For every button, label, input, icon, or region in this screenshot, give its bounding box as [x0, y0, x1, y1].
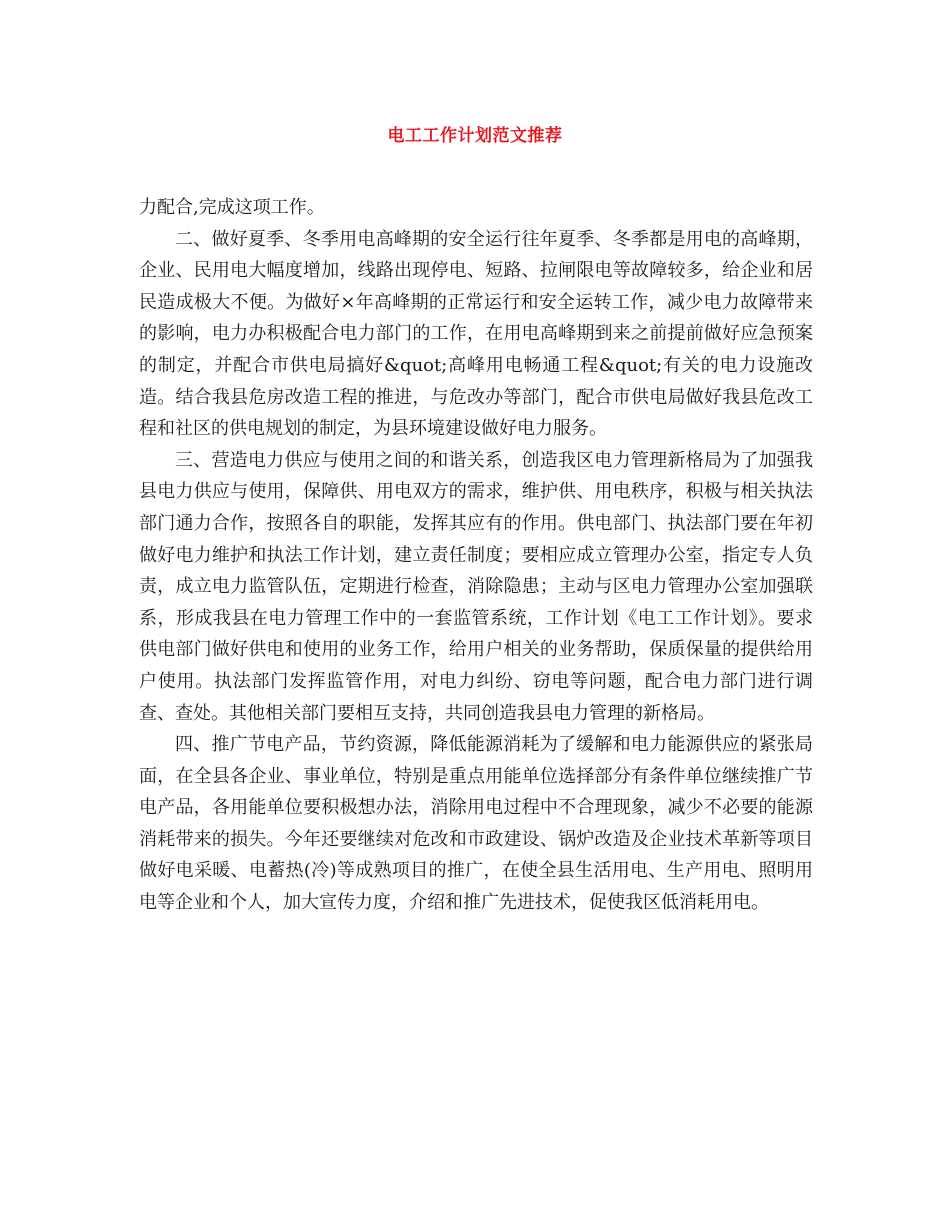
paragraph-section-3: 三、营造电力供应与使用之间的和谐关系，创造我区电力管理新格局为了加强我县电力供应与使用，保障供、用电双方的需求，维护供、用电秩序，积极与相关执法部门通力合作，按照各自的职能，发挥其应有的作用。供电部门、执法部门要在年初做好电力维护和执法工作计划，建立责任制度；要相应成立管理办公室，指定专人负责，成立电力监管队伍，定期进行检查，消除隐患；主动与区电力管理办公室加强联系，形成我县在电力管理工作中的一套监管系统，工作计划《电工工作计划》。要求供电部门做好供电和使用的业务工作，给用户相关的业务帮助，保质保量的提供给用户使用。执法部门发挥监管作用，对电力纠纷、窃电等问题，配合电力部门进行调查、查处。其他相关部门要相互支持，共同创造我县电力管理的新格局。 [139, 449, 813, 724]
paragraph-section-2: 二、做好夏季、冬季用电高峰期的安全运行往年夏季、冬季都是用电的高峰期，企业、民用电大幅度增加，线路出现停电、短路、拉闸限电等故障较多，给企业和居民造成极大不便。为做好×年高峰期的正常运行和安全运转工作，减少电力故障带来的影响，电力办积极配合电力部门的工作，在用电高峰期到来之前提前做好应急预案的制定，并配合市供电局搞好&quot;高峰用电畅通工程&quot;有关的电力设施改造。结合我县危房改造工程的推进，与危改办等部门，配合市供电局做好我县危改工程和社区的供电规划的制定，为县环境建设做好电力服务。 [139, 228, 813, 440]
document-title: 电工工作计划范文推荐 [387, 126, 563, 146]
paragraph-continuation: 力配合,完成这项工作。 [139, 197, 325, 218]
document-body [139, 192, 813, 919]
paragraph-section-4: 四、推广节电产品，节约资源，降低能源消耗为了缓解和电力能源供应的紧张局面，在全县各企业、事业单位，特别是重点用能单位选择部分有条件单位继续推广节电产品，各用能单位要积极想办法，消除用电过程中不合理现象，减少不必要的能源消耗带来的损失。今年还要继续对危改和市政建设、锅炉改造及企业技术革新等项目做好电采暖、电蓄热(冷)等成熟项目的推广，在使全县生活用电、生产用电、照明用电等企业和个人，加大宣传力度，介绍和推广先进技术，促使我区低消耗用电。 [139, 734, 813, 914]
